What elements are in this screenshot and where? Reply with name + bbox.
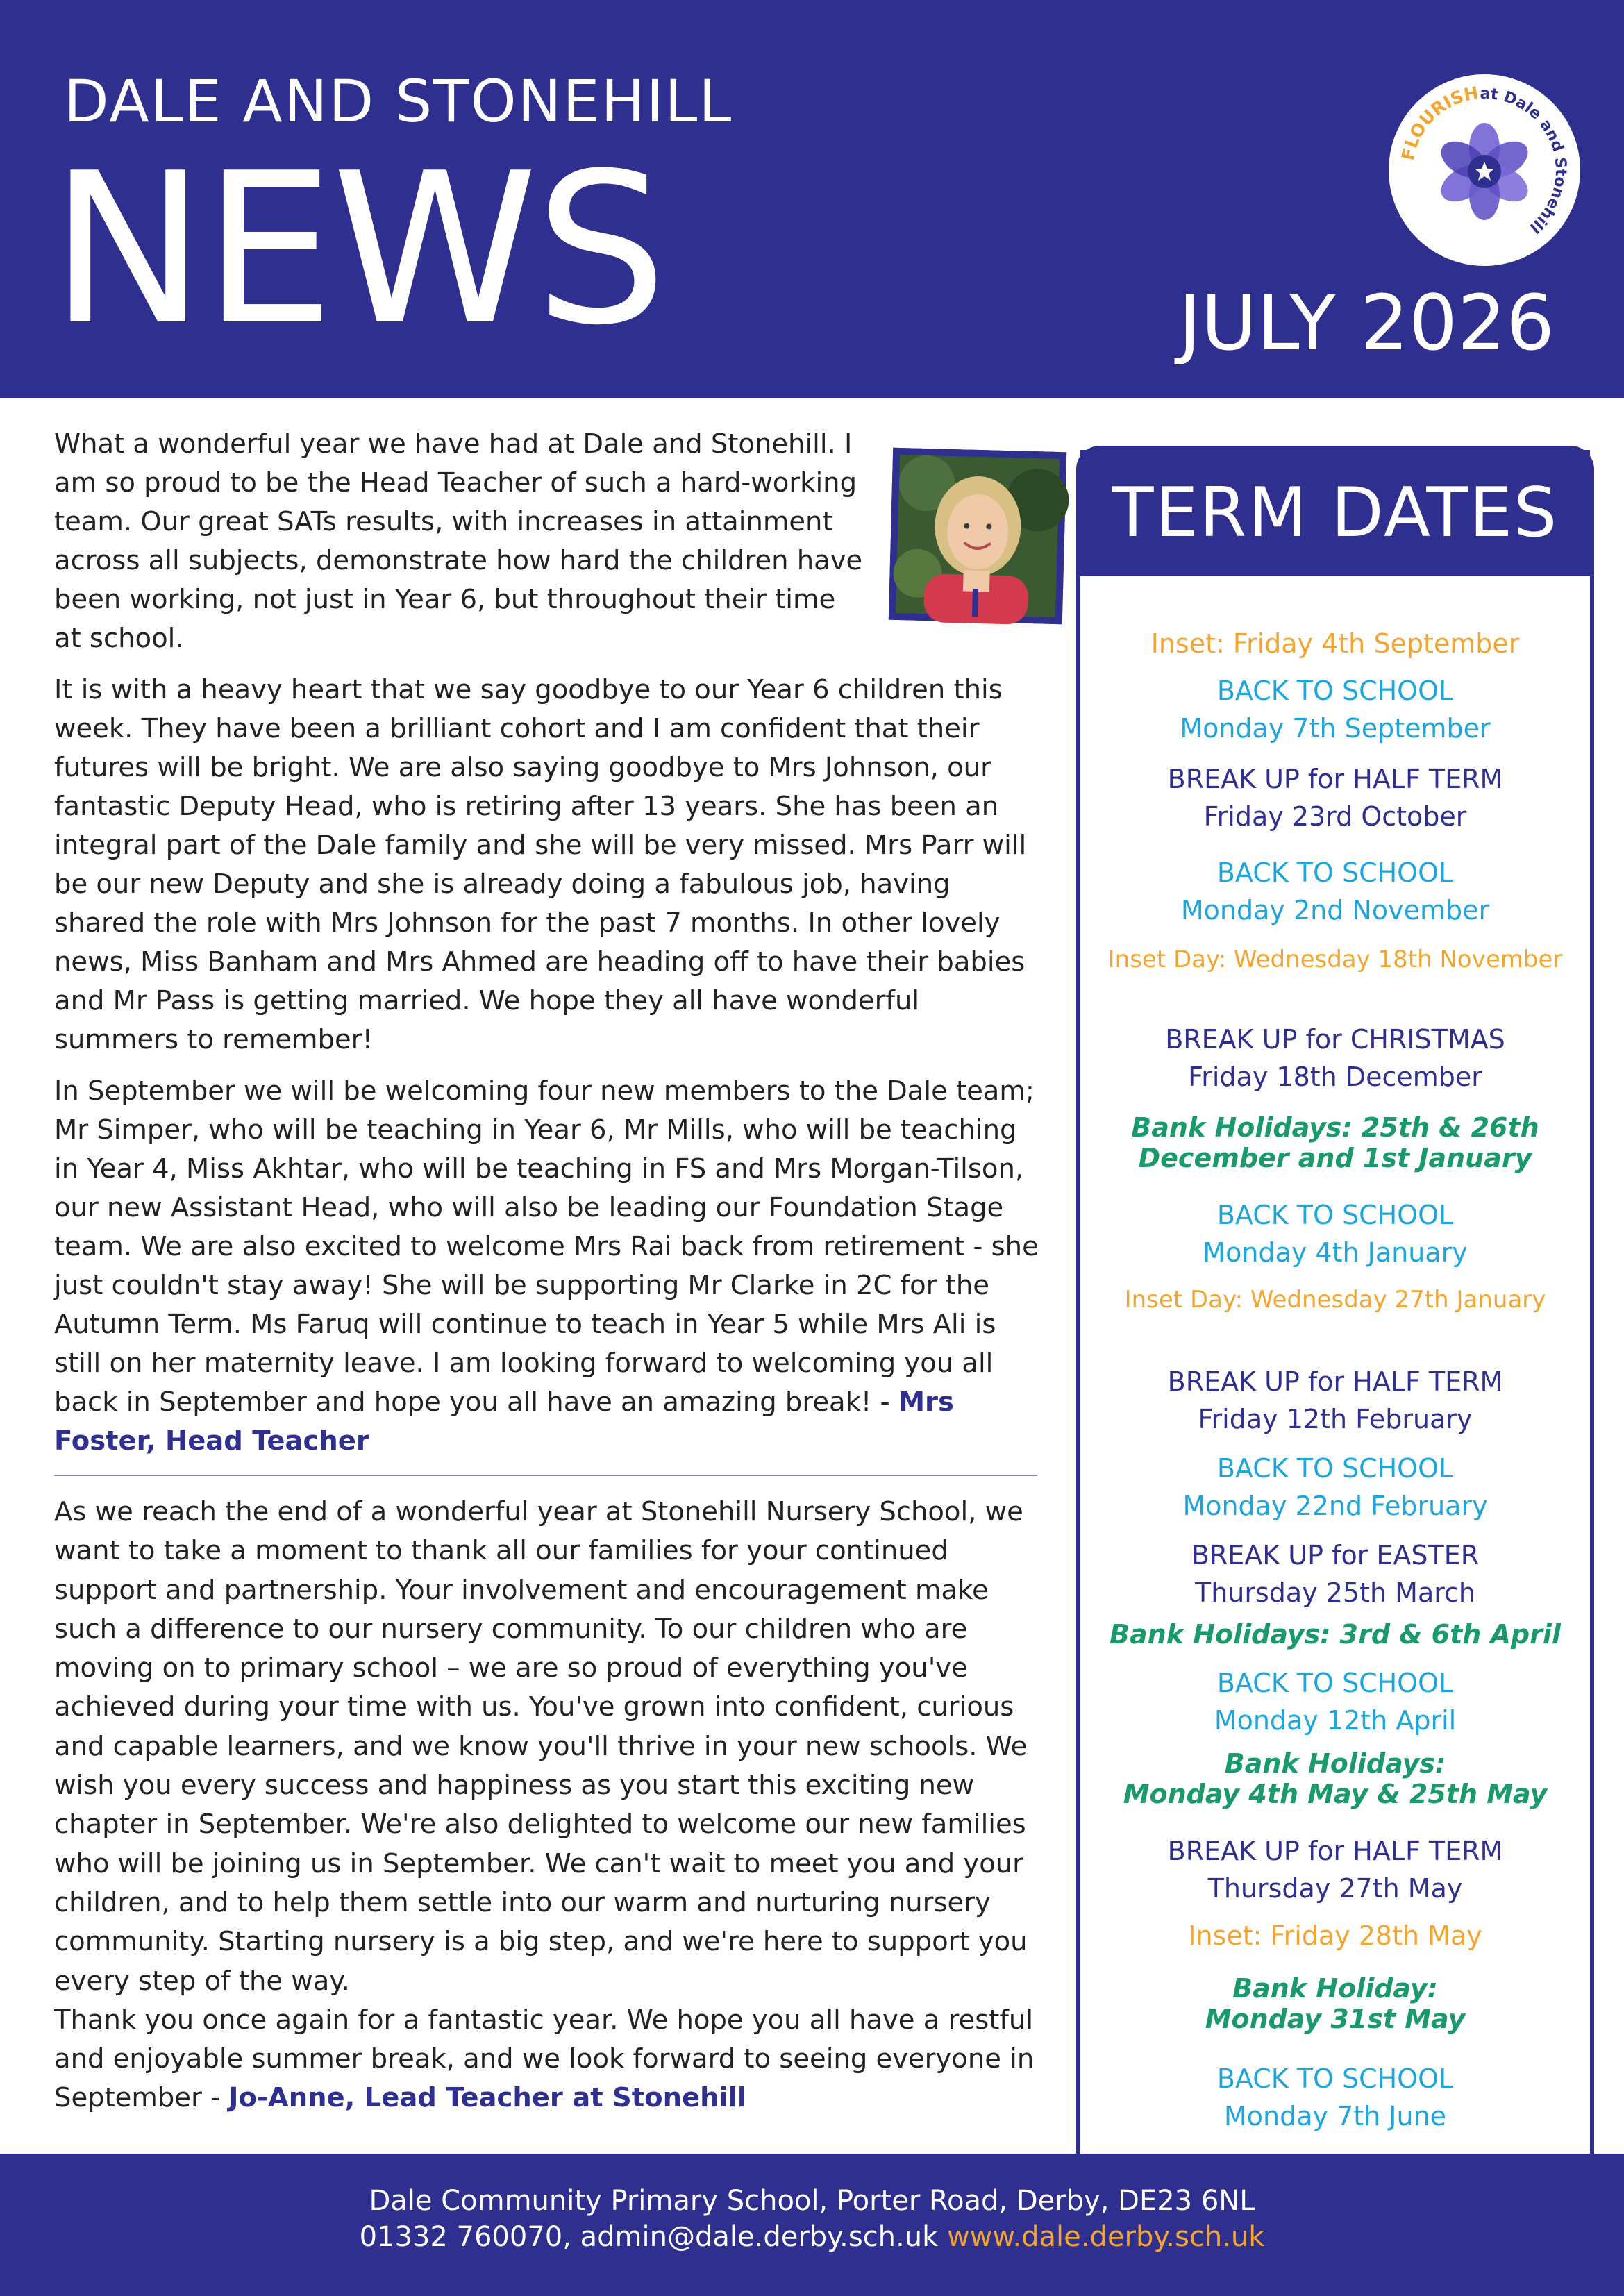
term-date-line: Monday 4th January <box>1203 1237 1468 1268</box>
flourish-logo <box>1389 74 1580 266</box>
term-date-line: Friday 18th December <box>1188 1062 1482 1092</box>
letter-paragraph <box>54 1072 1041 1461</box>
term-date-line: December and 1st January <box>1138 1143 1532 1173</box>
term-date-entry <box>1080 1450 1590 1525</box>
term-date-line: BACK TO SCHOOL <box>1216 1668 1454 1698</box>
term-date-line: Friday 12th February <box>1198 1404 1473 1434</box>
logo-ring-text-flourish: FLOURISH <box>1397 83 1480 162</box>
letter-paragraph: As we reach the end of a wonderful year at Stonehill Nursery School, we want to take a moment to thank all our families for your continued support and partnership. Your involvement and encouragement make such a difference to our nursery community. To our children who are moving on to primary school – we are so proud of everything you've achieved during your time with us. You've grown into confident, curious and capable learners, and we know you'll thrive in your new schools. We wish you every success and happiness as you start this exciting new chapter in September. We're also delighted to welcome our new families who will be joining us in September. We can't wait to meet you and your children, and to help them settle into our warm and nurturing nursery community. Starting nursery is a big step, and we're here to support you every step of the way. <box>54 1496 1028 1997</box>
term-date-line: BREAK UP for EASTER <box>1191 1540 1480 1570</box>
term-date-entry <box>1080 1664 1590 1739</box>
term-date-entry <box>1080 1619 1590 1650</box>
term-date-line: BACK TO SCHOOL <box>1216 857 1454 888</box>
term-date-entry <box>1080 1536 1590 1611</box>
nursery-signature: Jo-Anne, Lead Teacher at Stonehill <box>228 2082 747 2114</box>
logo-ring-text-dale: at Dale and Stonehill <box>1480 85 1570 237</box>
term-date-entry <box>1080 1917 1590 1954</box>
term-date-line: Bank Holidays: 25th & 26th <box>1131 1112 1539 1143</box>
term-date-entry <box>1080 1281 1590 1318</box>
term-date-line: BREAK UP for HALF TERM <box>1167 1836 1503 1866</box>
term-date-entry <box>1080 1748 1590 1809</box>
footer-address: Dale Community Primary School, Porter Road, Derby, DE23 6NL <box>369 2185 1255 2217</box>
term-date-entry <box>1080 625 1590 662</box>
term-date-entry <box>1080 1832 1590 1907</box>
term-date-entry <box>1080 760 1590 835</box>
term-date-entry <box>1080 941 1590 978</box>
term-date-entry <box>1080 1196 1590 1271</box>
section-divider <box>54 1475 1037 1476</box>
footer-contact-line <box>0 2219 1624 2255</box>
head-teacher-signature: Mrs Foster, Head Teacher <box>54 1386 954 1457</box>
masthead <box>0 0 1624 398</box>
term-date-line: BREAK UP for HALF TERM <box>1167 1366 1503 1397</box>
term-date-line: Inset: Friday 28th May <box>1188 1920 1482 1951</box>
term-date-entry <box>1080 854 1590 929</box>
term-date-line: BACK TO SCHOOL <box>1216 1453 1454 1484</box>
term-date-entry <box>1080 2060 1590 2135</box>
term-date-line: BACK TO SCHOOL <box>1216 1200 1454 1230</box>
head-teacher-letter <box>54 425 1041 1473</box>
term-date-line: Monday 2nd November <box>1180 895 1490 925</box>
newsletter-title: NEWS <box>50 128 665 371</box>
term-date-line: Bank Holidays: <box>1224 1748 1446 1779</box>
school-name: DALE AND STONEHILL <box>64 67 733 135</box>
term-date-line: Monday 4th May & 25th May <box>1123 1779 1548 1809</box>
term-date-line: BACK TO SCHOOL <box>1216 2063 1454 2094</box>
letter-paragraph <box>54 2001 1041 2118</box>
term-date-line: Monday 12th April <box>1214 1705 1457 1736</box>
term-date-line: BREAK UP for CHRISTMAS <box>1165 1024 1505 1055</box>
term-date-line: Friday 23rd October <box>1203 801 1467 832</box>
term-date-entry <box>1080 1973 1590 2034</box>
nursery-letter <box>54 1493 1041 2118</box>
term-date-line: Bank Holidays: 3rd & 6th April <box>1110 1619 1561 1650</box>
term-date-line: Bank Holiday: <box>1232 1973 1438 2004</box>
letter-paragraph: It is with a heavy heart that we say goodbye to our Year 6 children this week. They have been a brilliant cohort and I am confident that their futures will be bright. We are also saying goodbye to Mrs Johnson, our fantastic Deputy Head, who is retiring after 13 years. She has been an integral part of the Dale family and she will be very missed. Mrs Parr will be our new Deputy and she is already doing a fabulous job, having shared the role with Mrs Johnson for the past 7 months. In other lovely news, Miss Banham and Mrs Ahmed are heading off to have their babies and Mr Pass is getting married. We hope they all have wonderful summers to remember! <box>54 674 1027 1055</box>
term-date-line: BREAK UP for HALF TERM <box>1167 764 1503 794</box>
term-date-entry <box>1080 1112 1590 1173</box>
term-date-line: Inset Day: Wednesday 18th November <box>1107 946 1563 973</box>
term-date-entry <box>1080 1021 1590 1096</box>
letter-paragraph-text: In September we will be welcoming four new members to the Dale team; Mr Simper, who will be teaching in Year 6, Mr Mills, who will be teaching in Year 4, Miss Akhtar, who will be teaching in FS and Mrs Morgan-Tilson, our new Assistant Head, who will also be leading our Foundation Stage team. We are also excited to welcome Mrs Rai back from retirement - she just couldn't stay away! She will be supporting Mr Clarke in 2C for the Autumn Term. Ms Faruq will continue to teach in Year 5 while Mrs Ali is still on her maternity leave. I am looking forward to welcoming you all back in September and hope you all have an amazing break! - <box>54 1075 1039 1418</box>
term-date-line: Inset: Friday 4th September <box>1150 628 1520 659</box>
term-date-entry <box>1080 672 1590 747</box>
term-date-line: Inset Day: Wednesday 27th January <box>1124 1286 1546 1314</box>
term-dates-title: TERM DATES <box>1080 450 1590 576</box>
letter-paragraph-text: Thank you once again for a fantastic year. We hope you all have a restful and enjoyable summer break, and we look forward to seeing everyone in September - <box>54 2004 1035 2114</box>
term-date-line: Monday 31st May <box>1205 2004 1466 2034</box>
term-date-line: Monday 7th June <box>1223 2101 1447 2131</box>
footer-contact: 01332 760070, admin@dale.derby.sch.uk <box>359 2221 947 2253</box>
footer <box>0 2154 1624 2296</box>
term-date-line: BACK TO SCHOOL <box>1216 676 1454 706</box>
letter-paragraph: What a wonderful year we have had at Dale and Stonehill. I am so proud to be the Head Teacher of such a hard-working team. Our great SATs results, with increases in attainment across all subjects, demonstrate how hard the children have been working, not just in Year 6, but throughout their time at school. <box>54 428 863 654</box>
term-date-line: Thursday 27th May <box>1207 1873 1463 1904</box>
term-date-entry <box>1080 1363 1590 1438</box>
term-date-line: Monday 7th September <box>1180 713 1491 744</box>
website-link[interactable]: www.dale.derby.sch.uk <box>946 2221 1265 2253</box>
issue-date: JULY 2026 <box>1178 278 1555 367</box>
term-date-line: Thursday 25th March <box>1194 1577 1476 1608</box>
term-date-line: Monday 22nd February <box>1182 1491 1488 1521</box>
term-dates-panel <box>1076 446 1594 2172</box>
